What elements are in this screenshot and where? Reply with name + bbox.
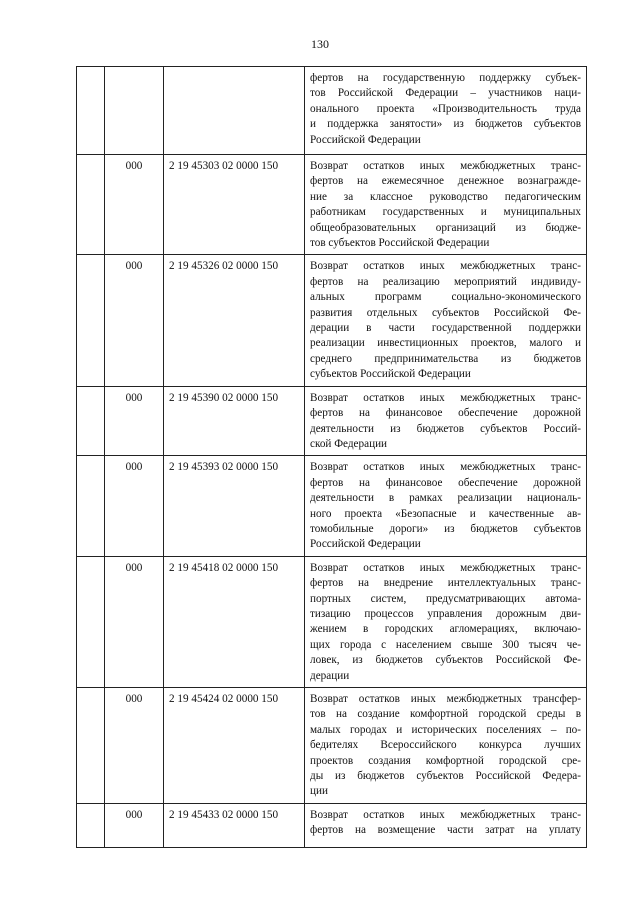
admin-code-cell: 000 (105, 155, 164, 255)
margin-cell (77, 803, 105, 847)
description-line: среднего предпринимательства из бюджетов (310, 352, 581, 365)
description-line: деятельности в рамках реализации националь- (310, 492, 581, 505)
description-cell (305, 386, 587, 456)
budget-code-cell (164, 67, 305, 155)
admin-code-cell: 000 (105, 456, 164, 556)
description-line: тов на создание комфортной городской среды в (310, 708, 581, 721)
budget-code-cell: 2 19 45390 02 0000 150 (164, 386, 305, 456)
description-line: Возврат остатков иных межбюджетных транс- (310, 461, 581, 474)
admin-code-cell: 000 (105, 803, 164, 847)
budget-code-cell: 2 19 45418 02 0000 150 (164, 556, 305, 687)
description-line: онального проекта «Производительность труда (310, 102, 581, 115)
description-line: тов Российской Федерации – участников наци- (310, 87, 581, 100)
margin-cell (77, 255, 105, 386)
table-row (77, 386, 587, 456)
description-line: Возврат остатков иных межбюджетных транс- (310, 260, 581, 273)
description-line: фертов на государственную поддержку субъек- (310, 72, 581, 84)
description-line: Возврат остатков иных межбюджетных транс- (310, 160, 581, 172)
budget-code-cell: 2 19 45424 02 0000 150 (164, 688, 305, 804)
description-line: реализации инвестиционных проектов, малого и (310, 337, 581, 350)
description-line: фертов на возмещение части затрат на уплату (310, 824, 581, 837)
description-line: ловек, из бюджетов субъектов Российской Фе- (310, 654, 581, 667)
table-row (77, 803, 587, 847)
description-line: Возврат остатков иных межбюджетных транс- (310, 808, 581, 821)
description-line: фертов на финансовое обеспечение дорожной (310, 476, 581, 489)
table-row (77, 688, 587, 804)
budget-code-cell: 2 19 45326 02 0000 150 (164, 255, 305, 386)
table-row (77, 556, 587, 687)
description-cell (305, 688, 587, 804)
admin-code-cell: 000 (105, 386, 164, 456)
description-line: фертов на реализацию мероприятий индивиду- (310, 275, 581, 288)
admin-code-cell: 000 (105, 255, 164, 386)
margin-cell (77, 386, 105, 456)
description-line: ды из бюджетов субъектов Российской Федера- (310, 770, 581, 783)
description-line: проектов создания комфортной городской сре- (310, 754, 581, 767)
margin-cell (77, 67, 105, 155)
budget-code-cell: 2 19 45393 02 0000 150 (164, 456, 305, 556)
description-cell (305, 67, 587, 155)
table-row (77, 155, 587, 255)
description-line: общеобразовательных организаций из бюдже- (310, 221, 581, 234)
description-line: деятельности из бюджетов субъектов Россий- (310, 422, 581, 435)
description-line: ции (310, 785, 328, 798)
description-line: Российской Федерации (310, 538, 421, 551)
table-row (77, 255, 587, 386)
description-line: субъектов Российской Федерации (310, 368, 471, 381)
description-line: ской Федерации (310, 437, 388, 450)
admin-code-cell: 000 (105, 688, 164, 804)
budget-classification-table (76, 66, 587, 848)
margin-cell (77, 155, 105, 255)
description-line: бедителях Всероссийского конкурса лучших (310, 739, 581, 752)
margin-cell (77, 688, 105, 804)
description-line: альных программ социально-экономического (310, 291, 581, 304)
description-line: Возврат остатков иных межбюджетных транс- (310, 561, 581, 574)
description-line: фертов на внедрение интеллектуальных транс- (310, 577, 581, 590)
description-line: щих города с населением свыше 300 тысяч че- (310, 638, 581, 651)
description-cell (305, 155, 587, 255)
description-cell (305, 456, 587, 556)
margin-cell (77, 556, 105, 687)
description-line: и поддержка занятости» из бюджетов субъектов (310, 118, 581, 131)
page-number: 130 (311, 37, 329, 51)
admin-code-cell: 000 (105, 556, 164, 687)
admin-code-cell (105, 67, 164, 155)
description-line: дерации в части государственной поддержки (310, 322, 581, 335)
margin-cell (77, 456, 105, 556)
description-line: тизацию процессов управления дорожным дви- (310, 607, 581, 620)
description-line: томобильные дороги» из бюджетов субъектов (310, 522, 581, 535)
description-line: работникам государственных и муниципальных (310, 206, 581, 219)
description-line: фертов на финансовое обеспечение дорожной (310, 407, 581, 420)
description-line: малых городах и исторических поселениях – по- (310, 723, 581, 736)
description-line: дерации (310, 669, 350, 682)
description-line: Российской Федерации (310, 133, 421, 146)
description-cell (305, 255, 587, 386)
table-row (77, 67, 587, 155)
budget-code-cell: 2 19 45433 02 0000 150 (164, 803, 305, 847)
budget-code-cell: 2 19 45303 02 0000 150 (164, 155, 305, 255)
description-line: фертов на ежемесячное денежное вознагражде- (310, 175, 581, 188)
description-line: Возврат остатков иных межбюджетных трансфер- (310, 693, 581, 705)
description-cell (305, 556, 587, 687)
description-line: жением в городских агломерациях, включаю- (310, 623, 581, 636)
description-line: Возврат остатков иных межбюджетных транс- (310, 391, 581, 404)
description-line: тов субъектов Российской Федерации (310, 237, 490, 250)
description-line: ние за классное руководство педагогическим (310, 190, 581, 203)
description-line: портных систем, предусматривающих автома- (310, 592, 581, 605)
description-line: развития отдельных субъектов Российской Фе- (310, 306, 581, 319)
description-line: ного проекта «Безопасные и качественные ав- (310, 507, 581, 520)
description-cell (305, 803, 587, 847)
table-row (77, 456, 587, 556)
